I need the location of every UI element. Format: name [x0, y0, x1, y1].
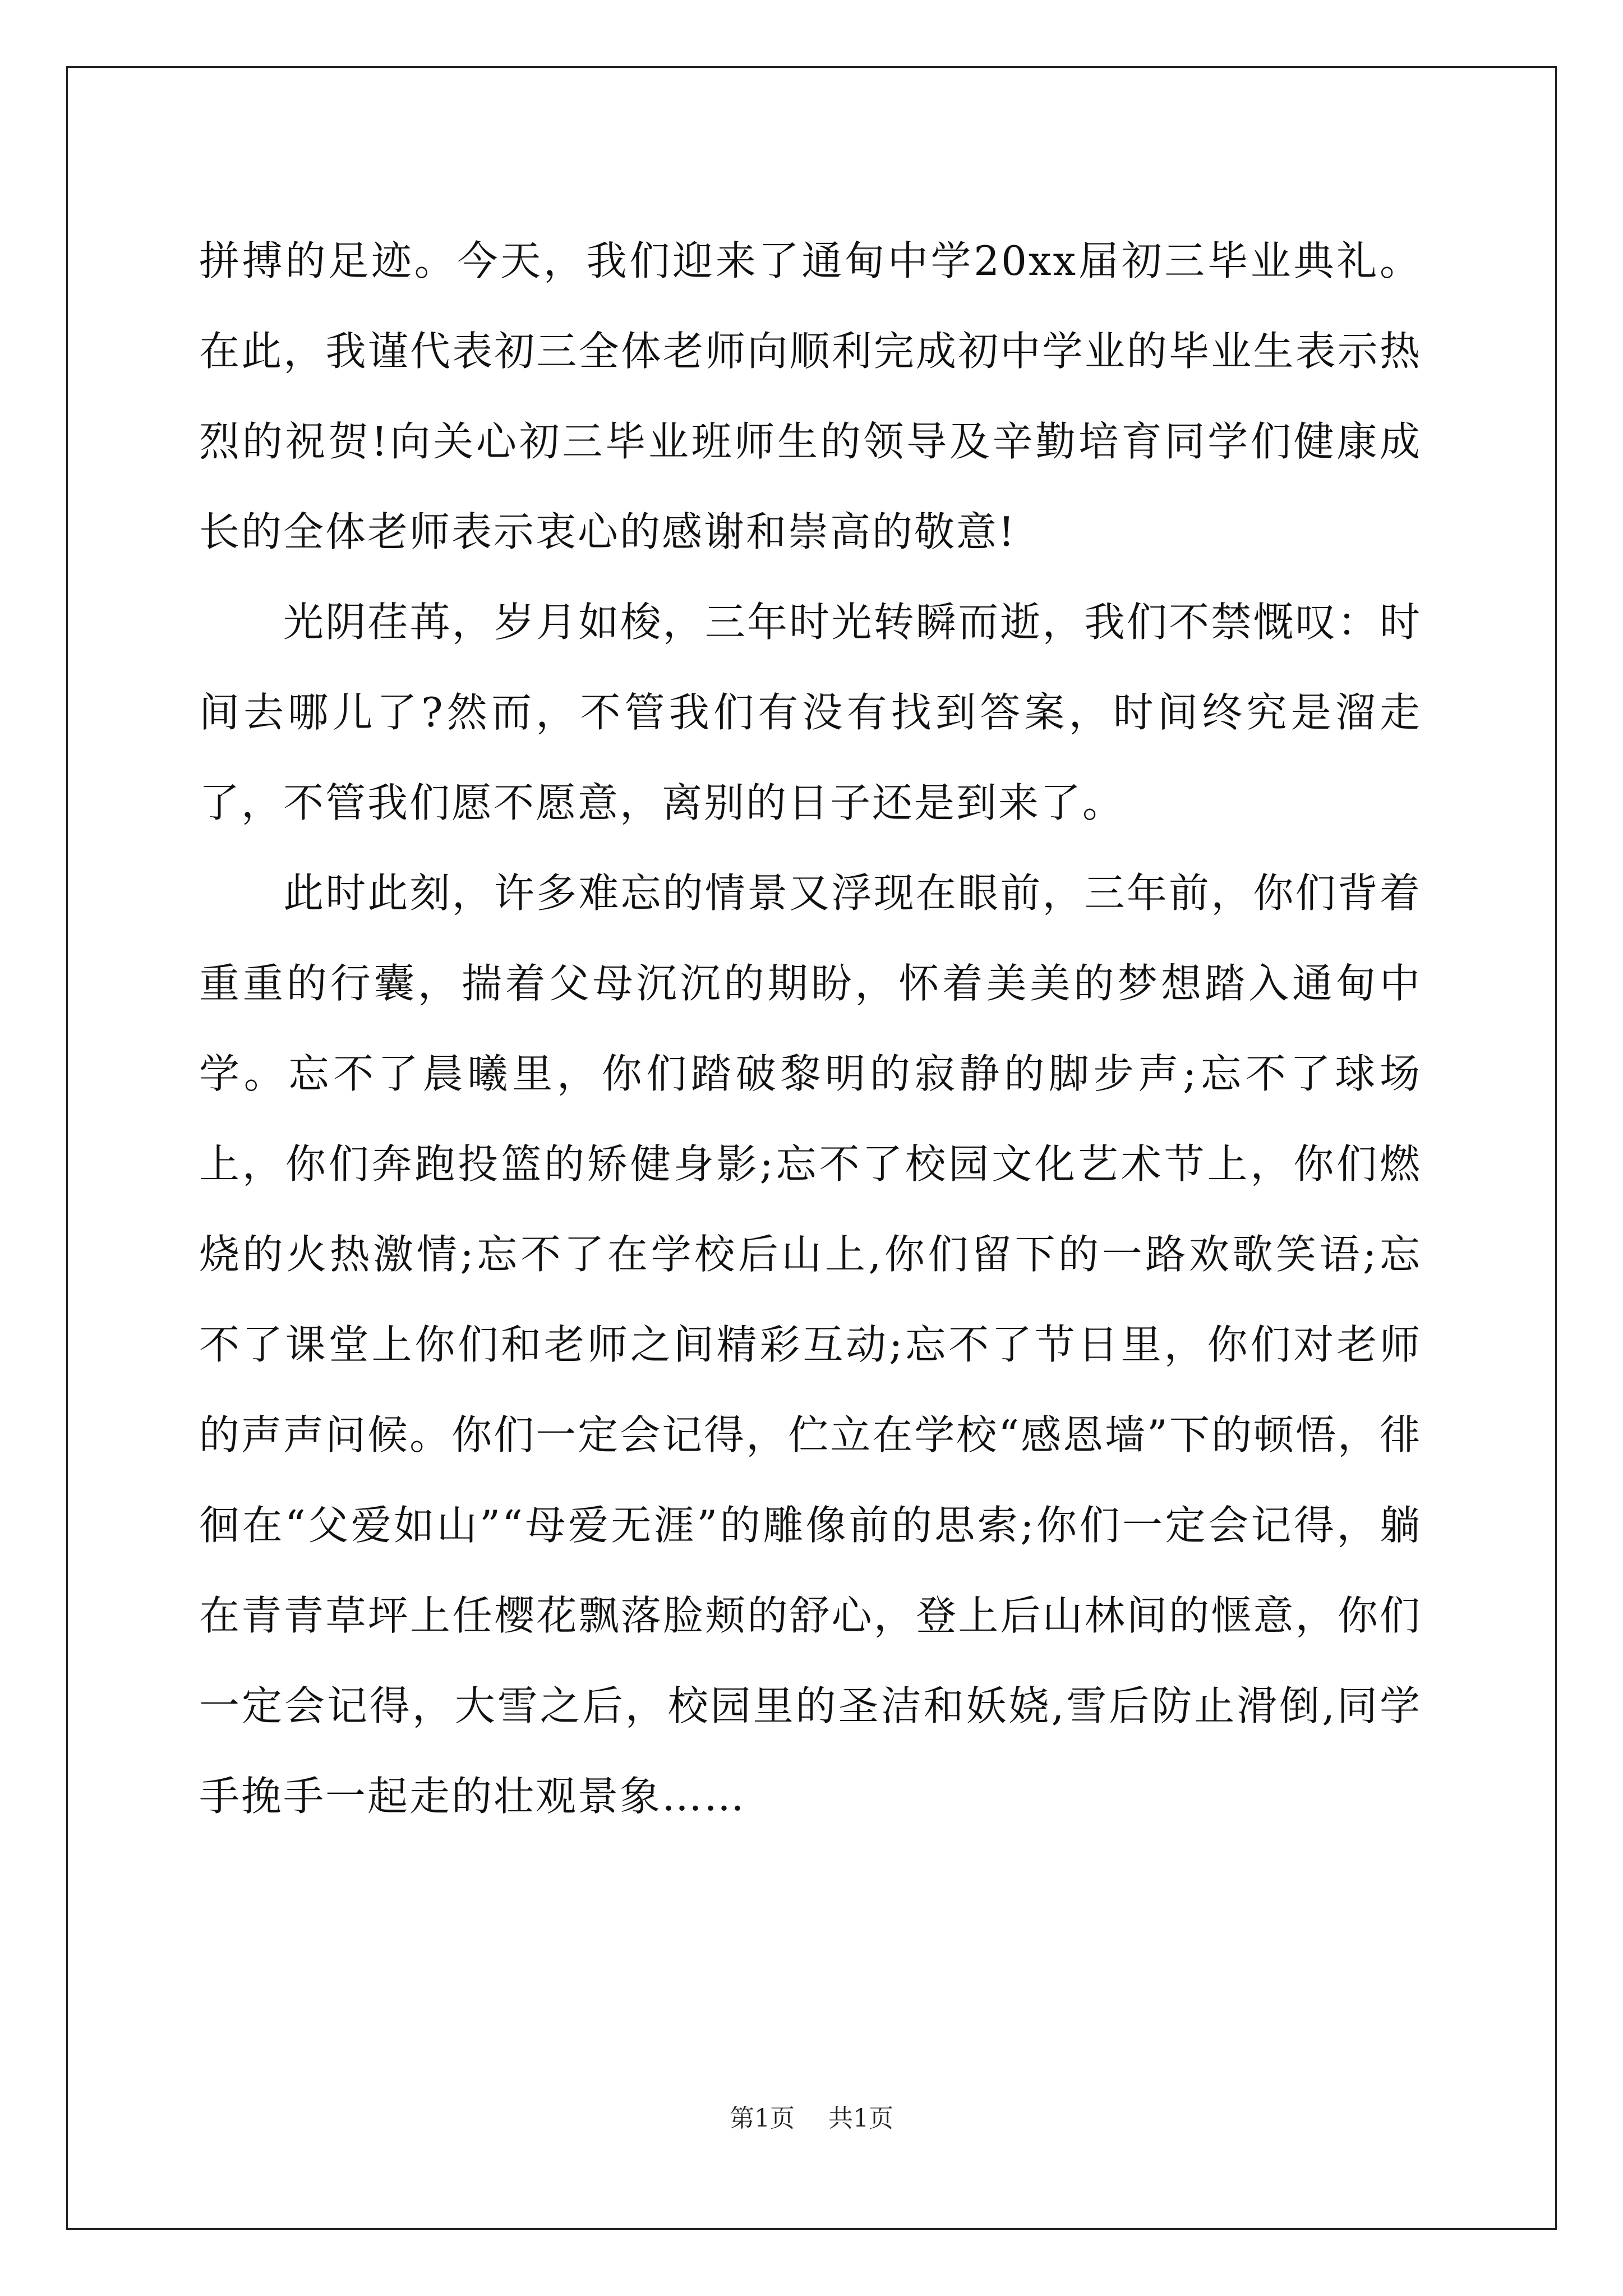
paragraph-2: 光阴荏苒，岁月如梭，三年时光转瞬而逝，我们不禁慨叹：时间去哪儿了?然而，不管我们有没有找到答案，时间终究是溜走了，不管我们愿不愿意，离别的日子还是到来了。 [199, 599, 1422, 826]
page-number: 第1页 [730, 2104, 795, 2133]
page-total: 共1页 [828, 2104, 893, 2133]
paragraph-3: 此时此刻，许多难忘的情景又浮现在眼前，三年前，你们背着重重的行囊，揣着父母沉沉的期盼，怀着美美的梦想踏入通甸中学。忘不了晨曦里，你们踏破黎明的寂静的脚步声;忘不了球场上，你们奔跑投篮的矫健身影;忘不了校园文化艺术节上，你们燃烧的火热激情;忘不了在学校后山上,你们留下的一路欢歌笑语;忘不了课堂上你们和老师之间精彩互动;忘不了节日里，你们对老师的声声问候。你们一定会记得，伫立在学校“感恩墙”下的顿悟，徘徊在“父爱如山”“母爱无涯”的雕像前的思索;你们一定会记得，躺在青青草坪上任樱花飘落脸颊的舒心，登上后山林间的惬意，你们一定会记得，大雪之后，校园里的圣洁和妖娆,雪后防止滑倒,同学手挽手一起走的壮观景象…… [199, 869, 1422, 1820]
paragraph-1: 拼搏的足迹。今天，我们迎来了通甸中学20xx届初三毕业典礼。在此，我谨代表初三全体老师向顺利完成初中学业的毕业生表示热烈的祝贺!向关心初三毕业班师生的领导及辛勤培育同学们健康成长的全体老师表示衷心的感谢和崇高的敬意! [199, 237, 1422, 555]
document-body [199, 216, 1422, 1842]
page-footer [0, 2098, 1623, 2134]
